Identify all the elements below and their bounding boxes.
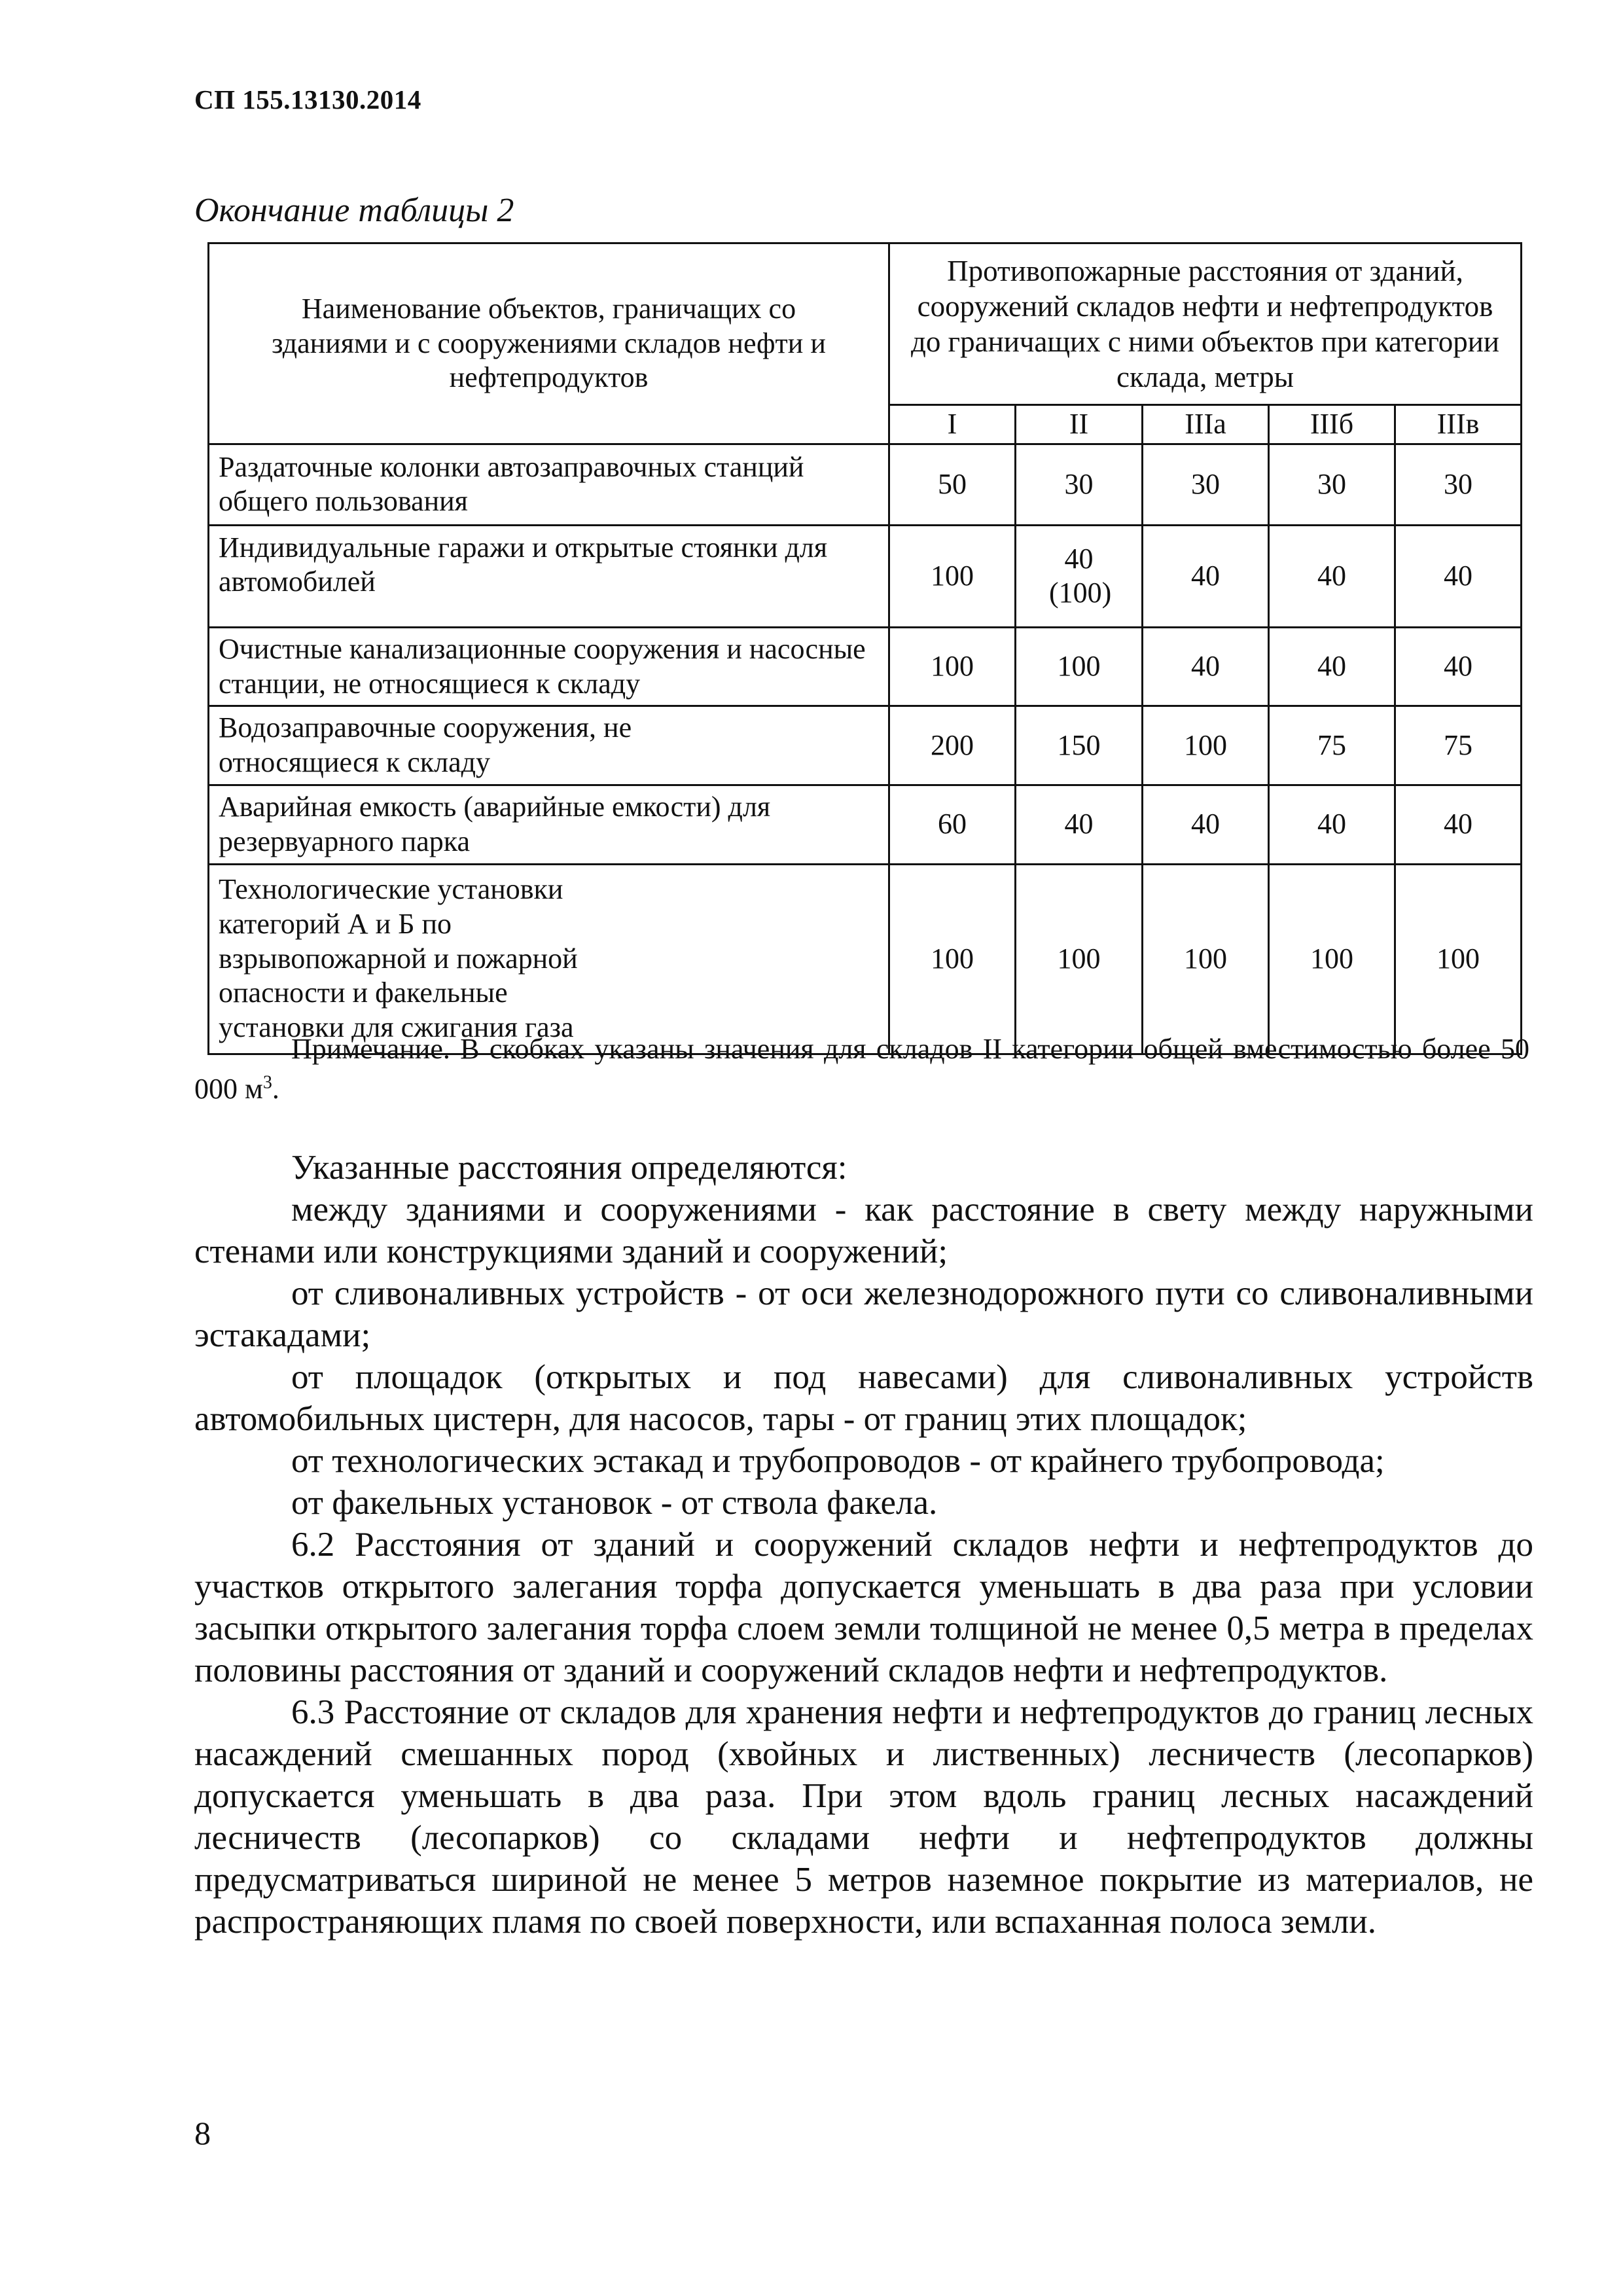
object-name-cell: Аварийная емкость (аварийные емкости) для резервуарного парка (209, 785, 889, 864)
value-cell: 100 (1143, 706, 1269, 785)
value-cell: 60 (889, 785, 1016, 864)
paragraph: от факельных установок - от ствола факела. (291, 1484, 938, 1522)
value-cell: 100 (1016, 627, 1143, 706)
paragraph: 6.3 Расстояние от складов для хранения нефти и нефтепродуктов до границ лесных насаждений смешанных пород (хвойных и лиственных) лесничеств (лесопарков) допускается уменьшать в два раза. При этом вдоль границ лесных насаждений лесничеств (лесопарков) со складами нефти и нефтепродуктов должны предусматриваться шириной не менее 5 метров наземное покрытие из материалов, не распространяющих пламя по своей поверхности, или вспаханная полоса земли. (194, 1693, 1533, 1941)
value-cell: 40 (1269, 785, 1395, 864)
document-code: СП 155.13130.2014 (194, 84, 421, 115)
object-name-cell: Технологические установки категорий А и Б по взрывопожарной и пожарной опасности и факельные установки для сжигания газа (209, 864, 889, 1054)
table-row (209, 706, 1522, 785)
page-number: 8 (194, 2115, 211, 2151)
table-row (209, 525, 1522, 627)
value-cell: 100 (889, 525, 1016, 627)
value-cell: 30 (1269, 444, 1395, 525)
value-cell: 40 (1395, 525, 1522, 627)
table-row (209, 627, 1522, 706)
value-cell: 40 (1395, 627, 1522, 706)
value-cell: 100 (1395, 864, 1522, 1054)
distances-group-header: Противопожарные расстояния от зданий, сооружений складов нефти и нефтепродуктов до граничащих с ними объектов при категории склада, метры (889, 243, 1522, 405)
objects-column-header: Наименование объектов, граничащих со зданиями и с сооружениями складов нефти и нефтепродуктов (209, 243, 889, 444)
value-cell: 40 (1269, 627, 1395, 706)
object-name-cell: Индивидуальные гаражи и открытые стоянки для автомобилей (209, 525, 889, 627)
value-cell: 30 (1016, 444, 1143, 525)
value-cell: 40 (100) (1016, 525, 1143, 627)
paragraph: 6.2 Расстояния от зданий и сооружений складов нефти и нефтепродуктов до участков открытого залегания торфа допускается уменьшать в два раза при условии засыпки открытого залегания торфа слоем земли толщиной не менее 0,5 метра в пределах половины расстояния от зданий и сооружений складов нефти и нефтепродуктов. (194, 1526, 1533, 1689)
category-header: IIIб (1269, 405, 1395, 444)
table-row (209, 785, 1522, 864)
object-name-cell: Очистные канализационные сооружения и насосные станции, не относящиеся к складу (209, 627, 889, 706)
value-cell: 100 (889, 627, 1016, 706)
note-end: . (272, 1072, 279, 1105)
value-cell: 100 (1016, 864, 1143, 1054)
note-superscript: 3 (262, 1072, 272, 1093)
table-header-row (209, 243, 1522, 405)
value-cell: 150 (1016, 706, 1143, 785)
value-cell: 75 (1269, 706, 1395, 785)
table-caption: Окончание таблицы 2 (194, 192, 514, 229)
body-text (194, 1147, 1533, 1943)
value-cell: 75 (1395, 706, 1522, 785)
value-cell: 40 (1016, 785, 1143, 864)
category-header: I (889, 405, 1016, 444)
object-name-cell: Раздаточные колонки автозаправочных станций общего пользования (209, 444, 889, 525)
table-row (209, 864, 1522, 1054)
note-text: Примечание. В скобках указаны значения для складов II категории общей вместимостью более 50 000 м (194, 1033, 1529, 1105)
value-cell: 100 (1143, 864, 1269, 1054)
table-row (209, 444, 1522, 525)
value-cell: 40 (1143, 627, 1269, 706)
value-cell: 40 (1143, 785, 1269, 864)
value-cell: 40 (1269, 525, 1395, 627)
value-cell: 200 (889, 706, 1016, 785)
value-cell: 50 (889, 444, 1016, 525)
value-cell: 30 (1395, 444, 1522, 525)
value-cell: 100 (889, 864, 1016, 1054)
object-name-cell: Водозаправочные сооружения, не относящиеся к складу (209, 706, 889, 785)
value-cell: 100 (1269, 864, 1395, 1054)
paragraph: от сливоналивных устройств - от оси железнодорожного пути со сливоналивными эстакадами; (194, 1274, 1533, 1354)
category-header: IIIв (1395, 405, 1522, 444)
distances-table (207, 242, 1522, 1055)
paragraph: от площадок (открытых и под навесами) для сливоналивных устройств автомобильных цистерн, для насосов, тары - от границ этих площадок; (194, 1358, 1533, 1438)
table-note (194, 1030, 1529, 1109)
value-cell: 40 (1143, 525, 1269, 627)
paragraph: от технологических эстакад и трубопроводов - от крайнего трубопровода; (291, 1442, 1385, 1480)
paragraph: Указанные расстояния определяются: (291, 1149, 847, 1187)
value-cell: 30 (1143, 444, 1269, 525)
category-header: IIIа (1143, 405, 1269, 444)
category-header: II (1016, 405, 1143, 444)
value-cell: 40 (1395, 785, 1522, 864)
paragraph: между зданиями и сооружениями - как расстояние в свету между наружными стенами или конструкциями зданий и сооружений; (194, 1191, 1533, 1270)
